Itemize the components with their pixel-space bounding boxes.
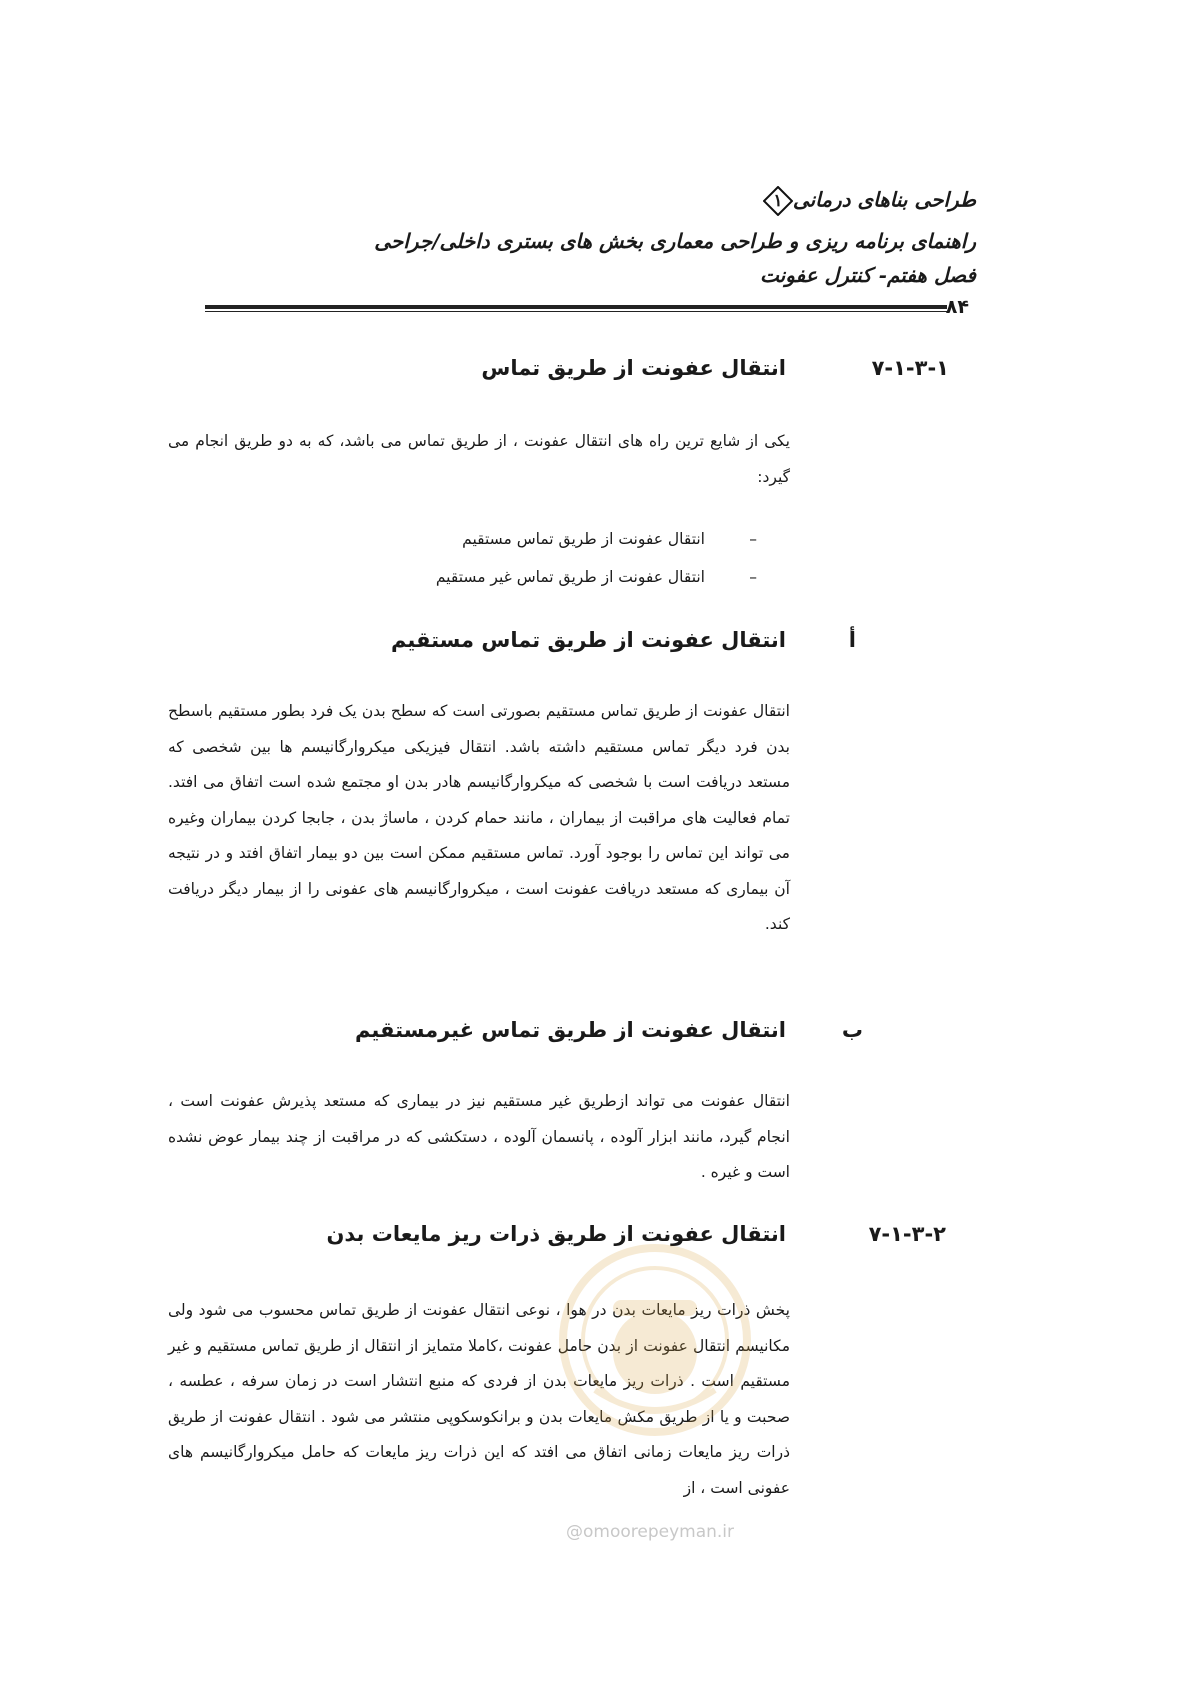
section-paragraph: پخش ذرات ریز مایعات بدن در هوا ، نوعی انتقال عفونت از طریق تماس محسوب می شود ولی مکانیسم انتقال عفونت از بدن حامل عفونت ،کاملا متمایز از انتقال از طریق تماس مستقیم و غیر مستقیم است . ذرات ریز مایعات بدن از فردی که منبع انتشار است در زمان سرفه ، عطسه ، صحبت و یا از طریق مکش مایعات بدن و برانکوسکوپی منتشر می شود . انتقال عفونت از طریق ذرات ریز مایعات زمانی اتفاق می افتد که این ذرات ریز مایعات که حامل میکروارگانیسم های عفونی است ، از <box>168 1301 790 1497</box>
header-book-title <box>216 186 976 216</box>
list-item <box>357 520 757 558</box>
subsection-letter: ب <box>841 1018 863 1042</box>
list-item-text: انتقال عفونت از طریق تماس غیر مستقیم <box>435 568 705 586</box>
section-number: ۷-۱-۳-۱ <box>871 356 949 380</box>
header-rule-thin <box>205 311 947 312</box>
bullet-marker: – <box>749 568 757 586</box>
section-paragraph: انتقال عفونت می تواند ازطریق غیر مستقیم نیز در بیماری که مستعد پذیرش عفونت است ، انجام گیرد، مانند ابزار آلوده ، پانسمان آلوده ، دستکشی که در مراقبت از چند بیمار عوض نشده است و غیره . <box>168 1092 790 1181</box>
header-guide-title: راهنمای برنامه ریزی و طراحی معماری بخش های بستری داخلی/جراحی <box>374 229 976 253</box>
subsection-heading: انتقال عفونت از طریق تماس غیرمستقیم <box>354 1018 786 1042</box>
subsection-heading: انتقال عفونت از طریق تماس مستقیم <box>390 628 786 652</box>
header-rule-thick <box>205 305 947 309</box>
page-number: ۸۴ <box>945 296 969 318</box>
section-paragraph: انتقال عفونت از طریق تماس مستقیم بصورتی است که سطح بدن یک فرد بطور مستقیم باسطح بدن فرد دیگر تماس مستقیم داشته باشد. انتقال فیزیکی میکروارگانیسم ها بین شخصی که مستعد دریافت است با شخصی که میکروارگانیسم هادر بدن او مجتمع شده است اتفاق می افتد. تمام فعالیت های مراقبت از بیماران ، مانند حمام کردن ، ماساژ بدن ، جابجا کردن بیماران وغیره می تواند این تماس را بوجود آورد. تماس مستقیم ممکن است بین دو بیمار اتفاق افتد و در نتیجه آن بیماری که مستعد دریافت عفونت است ، میکروارگانیسم های عفونی را از بیمار دیگر دریافت کند. <box>168 702 790 933</box>
subsection-letter: أ <box>848 628 856 652</box>
watermark-seal-icon <box>555 1240 755 1440</box>
bullet-marker: – <box>749 530 757 548</box>
list-item-text: انتقال عفونت از طریق تماس مستقیم <box>462 530 705 548</box>
section-heading: انتقال عفونت از طریق ذرات ریز مایعات بدن <box>326 1222 786 1246</box>
header-chapter-title: فصل هفتم- کنترل عفونت <box>760 263 976 287</box>
list-item <box>357 558 757 596</box>
section-paragraph: یکی از شایع ترین راه های انتقال عفونت ، از طریق تماس می باشد، که به دو طریق انجام می گیرد: <box>168 432 790 486</box>
section-heading: انتقال عفونت از طریق تماس <box>481 356 786 380</box>
bullet-list <box>357 520 757 596</box>
header-title-text: طراحی بناهای درمانی <box>792 187 976 212</box>
chapter-badge-number: ۱ <box>773 191 783 211</box>
watermark-text: @omoorepeyman.ir <box>565 1522 735 1542</box>
section-number: ۷-۱-۳-۲ <box>868 1222 946 1246</box>
chapter-badge <box>763 186 793 216</box>
